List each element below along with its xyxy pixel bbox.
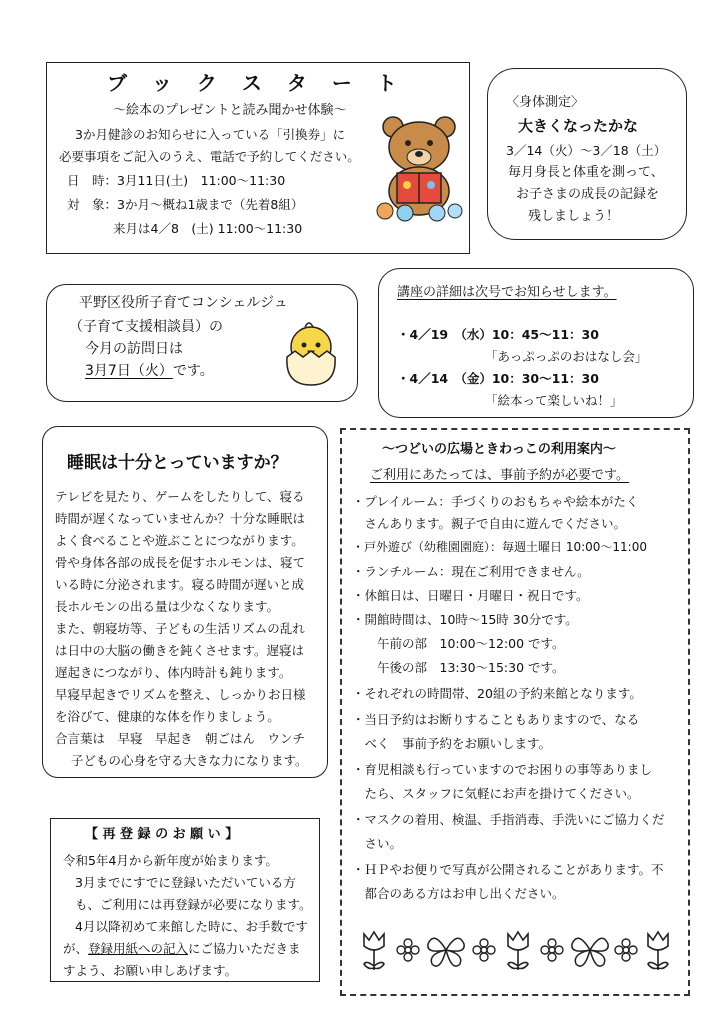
reregister-line: すよう、お願い申しあげます。 bbox=[63, 963, 238, 978]
lecture-item-name: 「絵本って楽しいね！」 bbox=[485, 393, 623, 408]
guide-intro: ご利用にあたっては、事前予約が必要です。 bbox=[370, 468, 629, 483]
concierge-date: 3月7日（火） bbox=[85, 363, 173, 379]
sleep-title: 睡眠は十分とっていますか？ bbox=[67, 453, 288, 473]
reregister-line: 令和5年4月から新年度が始まります。 bbox=[63, 853, 278, 868]
guide-line: ・当日予約はお断りすることもありますので、なる bbox=[352, 712, 640, 727]
measurement-line: 毎月身長と体重を測って、 bbox=[508, 165, 664, 180]
guide-line: ・マスクの着用、検温、手指消毒、手洗いにご協力くだ bbox=[352, 812, 665, 827]
guide-line: 都合のある方はお申し出ください。 bbox=[352, 886, 565, 901]
lecture-item-date: ・4／19 （水）10：45～11：30 bbox=[397, 327, 599, 342]
concierge-box bbox=[46, 284, 358, 402]
butterfly-icon bbox=[572, 938, 608, 966]
lecture-heading: 講座の詳細は次号でお知らせします。 bbox=[397, 285, 617, 300]
guide-line: ・プレイルーム：手づくりのおもちゃや絵本がたく bbox=[352, 494, 639, 509]
guide-line: さんあります。親子で自由に遊んでください。 bbox=[352, 516, 627, 531]
reregister-line: 3月までにすでに登録いただいている方 bbox=[75, 875, 296, 890]
measurement-heading: 〈身体測定〉 bbox=[506, 95, 585, 110]
reregister-line: も、ご利用には再登録が必要になります。 bbox=[75, 897, 312, 912]
butterfly-icon bbox=[428, 938, 464, 966]
flower-icon bbox=[473, 939, 495, 961]
measurement-date: 3／14（火）～3／18（土） bbox=[506, 143, 667, 158]
measurement-title: 大きくなったかな bbox=[518, 117, 639, 135]
guide-line: 午前の部 10:00～12:00 です。 bbox=[352, 636, 565, 651]
sleep-line: は日中の大脳の働きを鈍くさせます。遅寝は bbox=[55, 643, 305, 658]
guide-line: ・ＨＰやお便りで写真が公開されることがあります。不 bbox=[352, 862, 664, 877]
measurement-line: 残しましょう！ bbox=[528, 209, 620, 224]
concierge-line: 今月の訪問日は bbox=[85, 341, 183, 357]
guide-line: さい。 bbox=[352, 836, 403, 851]
guide-title: ～つどいの広場ときわっこの利用案内～ bbox=[382, 442, 616, 457]
measurement-line: お子さまの成長の記録を bbox=[516, 187, 660, 202]
concierge-visit bbox=[85, 363, 214, 380]
bookstart-next: 来月は4／8 (土) 11:00～11:30 bbox=[113, 221, 303, 236]
guide-line: 午後の部 13:30～15:30 です。 bbox=[352, 660, 565, 675]
sleep-line: 長ホルモンの出る量は少なくなります。 bbox=[55, 599, 280, 614]
guide-line: たら、スタッフに気軽にお声を掛けてください。 bbox=[352, 786, 640, 801]
sleep-line: 早寝早起きでリズムを整え、しっかりお日様 bbox=[55, 687, 306, 702]
sleep-line: いる時に分泌されます。寝る時間が遅いと成 bbox=[55, 577, 305, 592]
reregister-line5-pre: が、 bbox=[63, 941, 89, 956]
guide-line: ・休館日は、日曜日・月曜日・祝日です。 bbox=[352, 588, 589, 603]
chick-in-egg-icon bbox=[279, 309, 343, 389]
bookstart-line: 3か月健診のお知らせに入っている「引換券」に bbox=[75, 127, 346, 142]
tulip-icon bbox=[508, 932, 528, 970]
bookstart-subtitle: ～絵本のプレゼントと読み聞かせ体験～ bbox=[113, 103, 347, 118]
concierge-line: 平野区役所子育てコンシェルジュ bbox=[79, 295, 288, 311]
guide-line: ・ランチルーム：現在ご利用できません。 bbox=[352, 564, 590, 579]
sleep-line: テレビを見たり、ゲームをしたりして、寝る bbox=[55, 489, 305, 504]
guide-line: べく 事前予約をお願いします。 bbox=[352, 736, 552, 751]
flower-icon bbox=[615, 939, 637, 961]
flower-row bbox=[358, 920, 674, 980]
reregister-box bbox=[50, 818, 320, 982]
reregister-title: 【 再 登 録 の お 願 い 】 bbox=[85, 827, 239, 842]
guide-line: ・戸外遊び（幼稚園園庭）：毎週土曜日 10:00～11:00 bbox=[352, 540, 647, 554]
bookstart-box bbox=[46, 62, 470, 254]
reregister-line bbox=[63, 941, 301, 956]
sleep-line: 子どもの心身を守る大きな力になります。 bbox=[71, 753, 308, 768]
measurement-box bbox=[487, 68, 687, 240]
bookstart-target: 対 象：3か月～概ね1歳まで（先着8組） bbox=[67, 197, 304, 212]
sleep-line: よく食べることや遊ぶことにつながります。 bbox=[55, 533, 304, 548]
guide-box bbox=[340, 428, 690, 996]
lecture-item-name: 「あっぷっぷのおはなし会」 bbox=[485, 349, 648, 364]
guide-line: ・開館時間は、10時～15時 30分です。 bbox=[352, 612, 578, 627]
sleep-line: 時間が遅くなっていませんか？十分な睡眠は bbox=[55, 511, 306, 526]
sleep-line: 遅起きにつながり、体内時計も鈍ります。 bbox=[55, 665, 292, 680]
guide-line: ・それぞれの時間帯、20組の予約来館となります。 bbox=[352, 686, 642, 701]
bookstart-line: 必要事項をご記入のうえ、電話で予約してください。 bbox=[59, 149, 360, 164]
tulip-icon bbox=[364, 932, 384, 970]
concierge-line: （子育て支援相談員）の bbox=[69, 319, 223, 335]
bookstart-title: ブ ッ ク ス タ ー ト bbox=[107, 71, 406, 95]
flower-icon bbox=[397, 939, 419, 961]
tulip-icon bbox=[648, 932, 668, 970]
sleep-line: を浴びて、健康的な体を作りましょう。 bbox=[55, 709, 280, 724]
guide-line: ・育児相談も行っていますのでお困りの事等ありまし bbox=[352, 762, 653, 777]
bear-reading-icon bbox=[375, 113, 467, 223]
reregister-line: 4月以降初めて来館した時に、お手数です bbox=[75, 919, 308, 934]
registration-form-note: 登録用紙への記入 bbox=[88, 941, 189, 956]
sleep-line: 合言葉は 早寝 早起き 朝ごはん ウンチ bbox=[55, 731, 306, 746]
bookstart-date: 日 時：3月11日(土) 11:00～11:30 bbox=[67, 173, 286, 188]
lecture-item-date: ・4／14 （金）10：30～11：30 bbox=[397, 371, 599, 386]
sleep-line: また、朝寝坊等、子どもの生活リズムの乱れ bbox=[55, 621, 305, 636]
flower-icon bbox=[541, 939, 563, 961]
sleep-box bbox=[42, 426, 328, 778]
concierge-suffix: です。 bbox=[172, 363, 214, 379]
reregister-line5-post: にご協力いただきま bbox=[188, 941, 301, 956]
sleep-line: 骨や身体各部の成長を促すホルモンは、寝て bbox=[55, 555, 306, 570]
lecture-box bbox=[378, 268, 694, 418]
